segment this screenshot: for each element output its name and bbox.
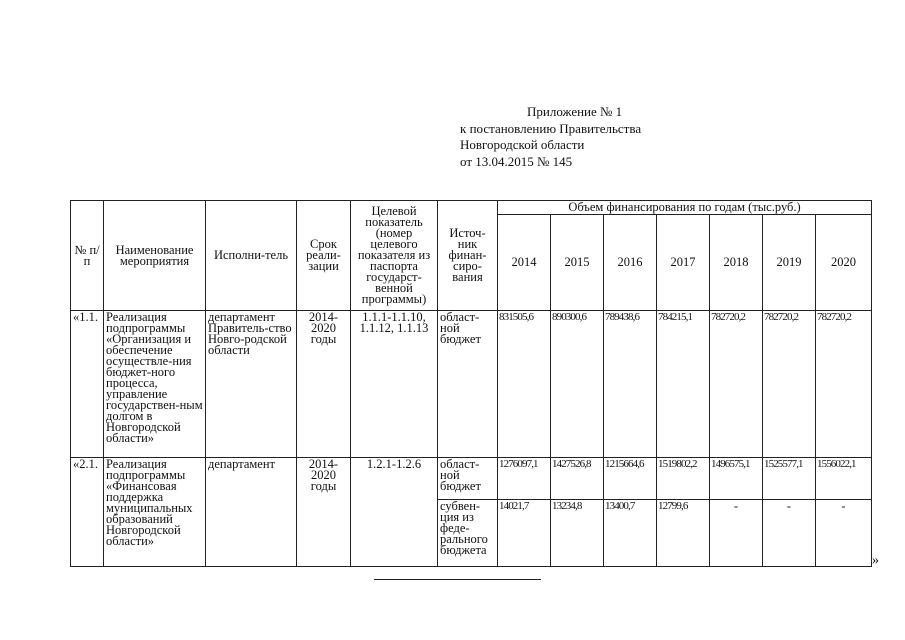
row-value: 13234,8 bbox=[551, 499, 604, 566]
header-executor: Исполни-тель bbox=[206, 201, 297, 311]
row-value: 1496575,1 bbox=[710, 457, 763, 499]
row-value: 789438,6 bbox=[604, 311, 657, 457]
appendix-resolution: к постановлению Правительства bbox=[460, 120, 642, 136]
row-indicator: 1.1.1-1.1.10, 1.1.12, 1.1.13 bbox=[351, 311, 438, 457]
row-value: 782720,2 bbox=[763, 311, 816, 457]
row-value: 784215,1 bbox=[657, 311, 710, 457]
header-funding: Объем финансирования по годам (тыс.руб.) bbox=[498, 201, 872, 215]
row-indicator: 1.2.1-1.2.6 bbox=[351, 457, 438, 566]
row-value: 1556022,1 bbox=[816, 457, 872, 499]
row-value: 1525577,1 bbox=[763, 457, 816, 499]
appendix-date: от 13.04.2015 № 145 bbox=[460, 153, 573, 169]
header-year: 2018 bbox=[710, 215, 763, 311]
header-source: Источ-ник финан-сиро-вания bbox=[438, 201, 498, 311]
row-executor-dept: департамент bbox=[208, 310, 276, 325]
row-executor bbox=[206, 311, 297, 457]
row-term: 2014-2020 годы bbox=[297, 311, 351, 457]
row-source: област-ной бюджет bbox=[438, 457, 498, 499]
row-value: - bbox=[763, 499, 816, 566]
row-source: субвен-ция из феде-рального бюджета bbox=[438, 499, 498, 566]
table-row bbox=[71, 457, 872, 499]
row-value: 782720,2 bbox=[816, 311, 872, 457]
table-row bbox=[71, 311, 872, 457]
financing-table bbox=[70, 200, 872, 567]
row-value: 1519802,2 bbox=[657, 457, 710, 499]
row-num: «2.1. bbox=[71, 457, 104, 566]
appendix-title: Приложение № 1 bbox=[527, 104, 623, 119]
header-year: 2020 bbox=[816, 215, 872, 311]
footer-divider bbox=[374, 579, 541, 580]
row-name: Реализация подпрограммы «Финансовая поддержка муниципальных образований Новгородской области» bbox=[104, 457, 206, 566]
header-indicator: Целевой показатель (номер целевого показателя из паспорта государст-венной программы) bbox=[351, 201, 438, 311]
row-name: Реализация подпрограммы «Организация и обеспечение осуществле-ния бюджет-ного процесса, управление государствен-ным долгом в Новгородской области» bbox=[104, 311, 206, 457]
row-value: 14021,7 bbox=[498, 499, 551, 566]
header-name: Наименование мероприятия bbox=[104, 201, 206, 311]
row-term: 2014-2020 годы bbox=[297, 457, 351, 566]
row-value: 890300,6 bbox=[551, 311, 604, 457]
appendix-header bbox=[460, 104, 641, 170]
header-year: 2015 bbox=[551, 215, 604, 311]
header-year: 2016 bbox=[604, 215, 657, 311]
header-year: 2017 bbox=[657, 215, 710, 311]
row-value: 1276097,1 bbox=[498, 457, 551, 499]
row-executor-gov: Правитель-ство Новго-родской области bbox=[208, 321, 292, 358]
row-value: 1215664,6 bbox=[604, 457, 657, 499]
row-value: 831505,6 bbox=[498, 311, 551, 457]
row-source: област-ной бюджет bbox=[438, 311, 498, 457]
row-value: - bbox=[710, 499, 763, 566]
appendix-region: Новгородской области bbox=[460, 137, 585, 152]
row-value: 13400,7 bbox=[604, 499, 657, 566]
header-num: № п/п bbox=[71, 201, 104, 311]
header-year: 2014 bbox=[498, 215, 551, 311]
row-value: 782720,2 bbox=[710, 311, 763, 457]
closing-quote: » bbox=[872, 553, 879, 568]
row-num: «1.1. bbox=[71, 311, 104, 457]
row-value: 12799,6 bbox=[657, 499, 710, 566]
header-term: Срок реали-зации bbox=[297, 201, 351, 311]
row-executor: департамент bbox=[206, 457, 297, 566]
row-value: - bbox=[816, 499, 872, 566]
header-year: 2019 bbox=[763, 215, 816, 311]
row-value: 1427526,8 bbox=[551, 457, 604, 499]
